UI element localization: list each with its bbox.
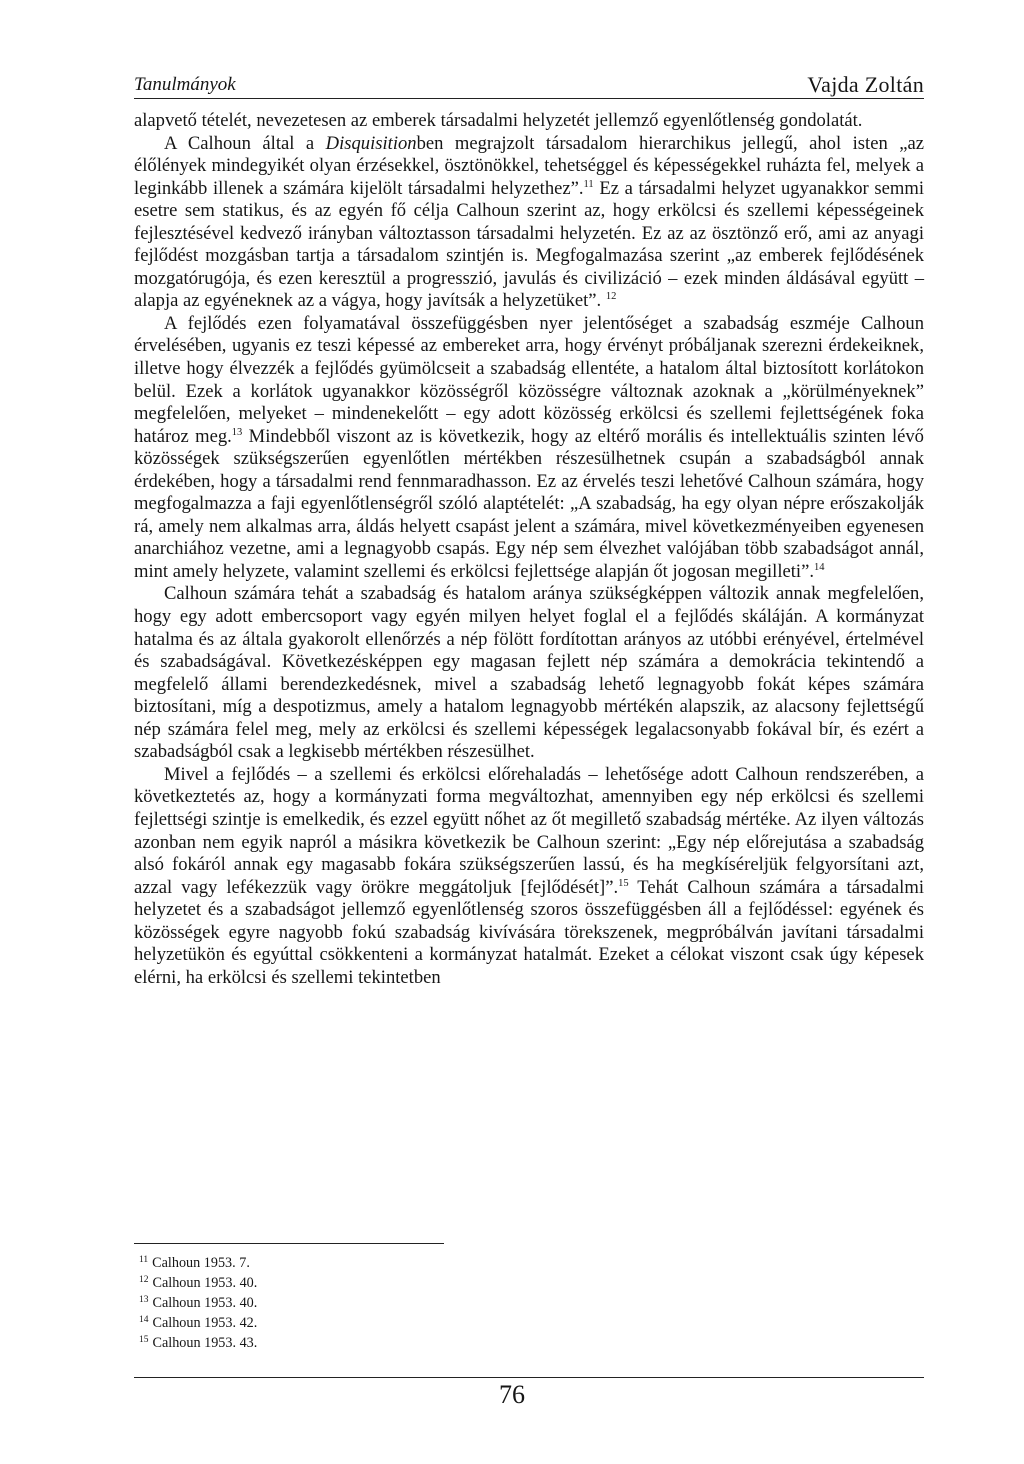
paragraph-text: A Calhoun által a [164, 132, 326, 154]
paragraph-4 [134, 583, 924, 763]
page-bottom-divider [134, 1377, 924, 1378]
footnote-text: Calhoun 1953. 40. [152, 1275, 258, 1291]
footnote-14 [134, 1313, 634, 1333]
footnote-number: 13 [139, 1295, 149, 1305]
footnote-number: 12 [139, 1275, 149, 1285]
footnote-text: Calhoun 1953. 43. [152, 1335, 258, 1351]
paragraph-2 [134, 133, 924, 313]
footnotes [134, 1253, 634, 1353]
footnote-number: 15 [139, 1335, 149, 1345]
paragraph-5 [134, 764, 924, 989]
author-name: Vajda Zoltán [807, 72, 924, 97]
paragraph-text: Mindebből viszont az is következik, hogy az eltérő morális és intellektuális szinten lévő közösségek szükségszerűen egyenlőtlen mértékben részesülhetnek csupán a szabadságból annak érdekében, hogy a társadalmi rend fennmaradhasson. Ez az érvelés teszi lehetővé Calhoun számára, hogy megfogalmazza a faji egyenlőtlenségről szóló alaptételét: „A szabadság, ha egy olyan népre erőszakolják rá, amely nem alkalmas arra, áldás helyett csapást jelent a számára, mivel következményeiben egyenesen anarchiához vezetne, ami a legnagyobb csapás. Egy nép sem élvezhet valójában több szabadságot annál, mint amely helyzete, valamint szellemi és erkölcsi fejlettsége alapján őt jogosan megilleti”. [134, 425, 924, 582]
footnote-ref-11[interactable]: 11 [583, 178, 594, 190]
footnote-ref-12[interactable]: 12 [605, 291, 617, 303]
paragraph-text: ben megrajzolt társadalom hierarchikus jellegű, ahol isten „az élőlények mindegyikét olyan érzésekkel, ösztönökkel, tehetséggel és képességekkel ruházta fel, melyek a leginkább illenek a számára kijelölt társadalmi helyzethez”. [134, 132, 925, 199]
footnote-number: 11 [139, 1255, 149, 1265]
paragraph-text: Tehát Calhoun számára a társadalmi helyzetet és a szabadságot jellemző egyenlőtlenség szoros összefüggésben áll a fejlődéssel: egyének és közösségek egyre nagyobb fokú szabadság kivívására törekszenek, megpróbálván javítani társadalmi helyzetükön és egyúttal csökkenteni a kormányzat hatalmát. Ezeket a célokat viszont csak úgy képesek elérni, ha erkölcsi és szellemi tekintetben [134, 876, 924, 988]
footnote-ref-13[interactable]: 13 [231, 426, 243, 438]
running-head [134, 64, 924, 99]
paragraph-text: A fejlődés ezen folyamatával összefüggésben nyer jelentőséget a szabadság eszméje Calhoun érvelésében, ugyanis ez teszi képessé az embereket arra, hogy érvényt próbáljanak szerezni érdekeiknek, illetve hogy élvezzék a fejlődés gyümölcseit a szabadság ellentéte, a hatalom által biztosított korlátokon belül. Ezek a korlátok ugyanakkor közösségről közösségre változnak azoknak a „körülményeknek” megfelelően, melyeket – mindenekelőtt – egy adott közösség erkölcsi és szellemi fejlettségének foka határoz meg. [134, 312, 924, 447]
footnote-13 [134, 1293, 634, 1313]
paragraph-1 [134, 110, 924, 133]
footnote-12 [134, 1273, 634, 1293]
page-number: 76 [499, 1380, 525, 1409]
footnote-ref-15[interactable]: 15 [618, 877, 629, 889]
footnote-divider [134, 1243, 444, 1244]
paragraph-text: alapvető tételét, nevezetesen az emberek társadalmi helyzetét jellemző egyenlőtlenség gondolatát. [134, 110, 863, 131]
work-title: Disquisition [325, 132, 417, 154]
footnote-text: Calhoun 1953. 42. [152, 1315, 258, 1331]
paragraph-text: Mivel a fejlődés – a szellemi és erkölcsi előrehaladás – lehetősége adott Calhoun rendszerében, a következtetés az, hogy a kormányzati forma megváltozhat, amennyiben egy nép erkölcsi és szellemi fejlettségi szintje is emelkedik, és ezzel együtt nőhet az őt megillető szabadság mértéke. Az ilyen változás azonban nem egyik napról a másikra következik be Calhoun szerint: „Egy nép előrejutása a szabadság alsó fokáról annak egy magasabb fokára szükségszerűen lassú, és ha megkíséreljük felgyorsítani azt, azzal vagy lefékezzük vagy örökre meggátoljuk [fejlődését]”. [134, 763, 924, 898]
footnote-11 [134, 1253, 634, 1273]
body-text [134, 110, 924, 989]
footnote-text: Calhoun 1953. 7. [152, 1255, 250, 1271]
page [134, 64, 924, 989]
paragraph-3 [134, 313, 924, 584]
footnote-number: 14 [139, 1315, 149, 1325]
footnote-15 [134, 1333, 634, 1353]
footnote-ref-14[interactable]: 14 [814, 561, 825, 573]
paragraph-text: Calhoun számára tehát a szabadság és hatalom aránya szükségképpen változik annak megfelelően, hogy egy adott embercsoport vagy egyén milyen helyet foglal el a fejlődés skáláján. A kormányzat hatalma és az általa gyakorolt ellenőrzés a nép fölött fordítottan arányos az utóbbi erényével, értelmével és szabadságával. Következésképpen egy magasan fejlett nép számára a demokrácia tekintendő a megfelelő állami berendezkedésnek, mivel a szabadság lehető legnagyobb fokát képes számára biztosítani, míg a despotizmus, amely a hatalom legnagyobb mértékén alapszik, az alacsony fejlettségű nép számára felel meg, mely az erkölcsi és szellemi képességek legalacsonyabb fokával bír, és ezért a szabadságból csak a legkisebb mértékben részesülhet. [134, 583, 924, 763]
footnote-text: Calhoun 1953. 40. [152, 1295, 258, 1311]
section-title: Tanulmányok [134, 74, 236, 95]
paragraph-text: Ez a társadalmi helyzet ugyanakkor semmi esetre sem statikus, és az egyén fő célja Calhoun szerint az, hogy erkölcsi és szellemi képességeinek fejlesztésével kedvező irányban változtasson társadalmi helyzetén. Ez az az ösztönző erő, ami az anyagi fejlődést mozgásban tartja a társadalom szintjén is. Megfogalmazása szerint „az emberek fejlődésének mozgatórugója, és ezen keresztül a progresszió, javulás és civilizáció – ezek minden áldásával együtt – alapja az egyéneknek az a vágya, hogy javítsák a helyzetüket”. [134, 177, 924, 312]
